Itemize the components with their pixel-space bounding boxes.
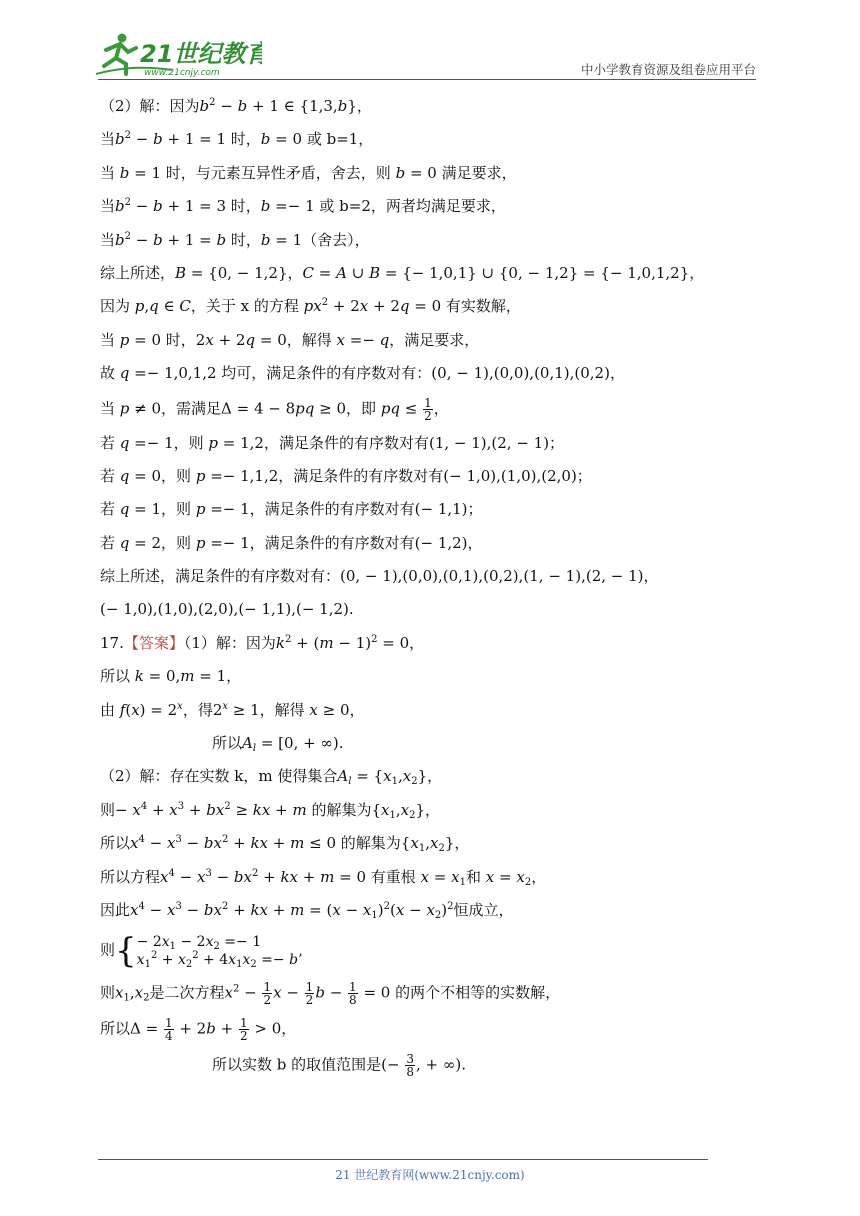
text-line: （2）解：存在实数 k，m 使得集合$A_l = \{x_1,x_2\}$， bbox=[100, 767, 443, 788]
text-line: 故 q =− 1,0,1,2 均可，满足条件的有序数对有：(0, − 1),(0,0),(0,1),(0,2)， bbox=[100, 364, 625, 383]
text-line: 所以$A_l = [0$, + ∞). bbox=[212, 734, 344, 755]
text-line: 当 p = 0 时，2x + 2q = 0，解得 x =− q，满足要求， bbox=[100, 330, 480, 349]
text-line: 则− $x^4 + x^3 + bx^2$ ≥ kx + m 的解集为$\{x_1,x_2\}$， bbox=[100, 800, 441, 821]
text-line: 当 p ≠ 0，需满足Δ = 4 − 8pq ≥ 0，即 pq ≤ $\frac{1}{2}$ ， bbox=[100, 395, 449, 423]
answer-tag: 【答案】 bbox=[123, 633, 184, 652]
runner-logo-icon bbox=[92, 30, 262, 80]
text-line: 综上所述，B = {0, − 1,2}，C = A ∪ B = {− 1,0,1} ∪ {0, − 1,2} = {− 1,0,1,2}， bbox=[100, 263, 705, 282]
text-line: 若 q = 0，则 p =− 1,1,2，满足条件的有序数对有(− 1,0),(1,0),(2,0)； bbox=[100, 466, 592, 485]
text-line: 则$x_1,x_2$是二次方程$x^2$ − $\frac{1}{2}$ x − $\frac{1}{2}$ b − $\frac{1}{8}$ = 0 的两个不相等的实数解， bbox=[100, 980, 561, 1008]
text-line: （2）解：因为$b^2 - b + 1$ ∈ {1,3,b}， bbox=[100, 97, 372, 115]
header-divider bbox=[98, 79, 756, 80]
text-line: 所以$x^4 - x^3 - bx^2$ + kx + m ≤ 0 的解集为$\{x_1,x_2\}$， bbox=[100, 834, 470, 855]
footer-divider bbox=[98, 1159, 708, 1160]
text-line: 因此$x^4 - x^3 - bx^2$ + kx + $m = (x - x_1)^2(x - x_2)^2$恒成立， bbox=[100, 900, 514, 921]
text-line: 17.【答案】（1）解：因为$k^2 + (m - 1)^2 = 0$， bbox=[100, 633, 425, 652]
text-line: 若 q = 2，则 p =− 1，满足条件的有序数对有(− 1,2)， bbox=[100, 533, 483, 552]
platform-name: 中小学教育资源及组卷应用平台 bbox=[580, 62, 756, 77]
text-line: 因为 p,q ∈ C，关于 x 的方程 $px^2 + 2x + 2q = 0$ 有实数解， bbox=[100, 297, 521, 316]
text-line: 若 q = 1，则 p =− 1，满足条件的有序数对有(− 1,1)； bbox=[100, 500, 483, 519]
text-line: (− 1,0),(1,0),(2,0),(− 1,1),(− 1,2). bbox=[100, 600, 354, 619]
text-line: 综上所述，满足条件的有序数对有：(0, − 1),(0,0),(0,1),(0,2),(1, − 1),(2, − 1)， bbox=[100, 567, 659, 586]
svg-text:www.21cnjy.com: www.21cnjy.com bbox=[144, 68, 220, 78]
footer-link[interactable]: 21 世纪教育网(www.21cnjy.com) bbox=[335, 1168, 525, 1182]
text-line: 当$b^2 - b + 1 = 3$ 时，b =− 1 或 b=2，两者均满足要求， bbox=[100, 197, 506, 216]
text-line: 所以 k = 0,m = 1， bbox=[100, 667, 242, 686]
equation-system: 则{ − $2x_1 - 2x_2 =- 1$ $x_1^2 + x_2^2 + 4x_1x_2 =- b$’ bbox=[100, 931, 303, 972]
logo-wordmark: 21世纪教育 bbox=[140, 40, 262, 68]
text-line: 当 b = 1 时，与元素互异性矛盾，舍去，则 b = 0 满足要求， bbox=[100, 163, 517, 182]
text-line: 由 $f(x) = 2^x$，得$2^x \ge 1$，解得 x ≥ 0， bbox=[100, 700, 365, 719]
text-line: 当$b^2 - b + 1 = 1$ 时，b = 0 或 b=1， bbox=[100, 130, 374, 149]
page-header bbox=[0, 0, 860, 84]
text-line: 所以实数 b 的取值范围是(− $\frac{3}{8}$ , + ∞). bbox=[212, 1052, 466, 1080]
text-line: 所以Δ = $\frac{1}{4}$ + 2b + $\frac{1}{2}$ > 0， bbox=[100, 1016, 297, 1044]
site-logo bbox=[92, 30, 262, 80]
text-line: 所以方程$x^4 - x^3 - bx^2$ + kx + m = 0 有重根 $x = x_1$和 $x = x_2$， bbox=[100, 867, 547, 888]
text-line: 当$b^2 - b + 1 = b$ 时，b = 1（舍去）， bbox=[100, 230, 370, 249]
solution-content bbox=[100, 96, 760, 1089]
text-line: 若 q =− 1，则 p = 1,2，满足条件的有序数对有(1, − 1),(2, − 1)； bbox=[100, 433, 565, 452]
